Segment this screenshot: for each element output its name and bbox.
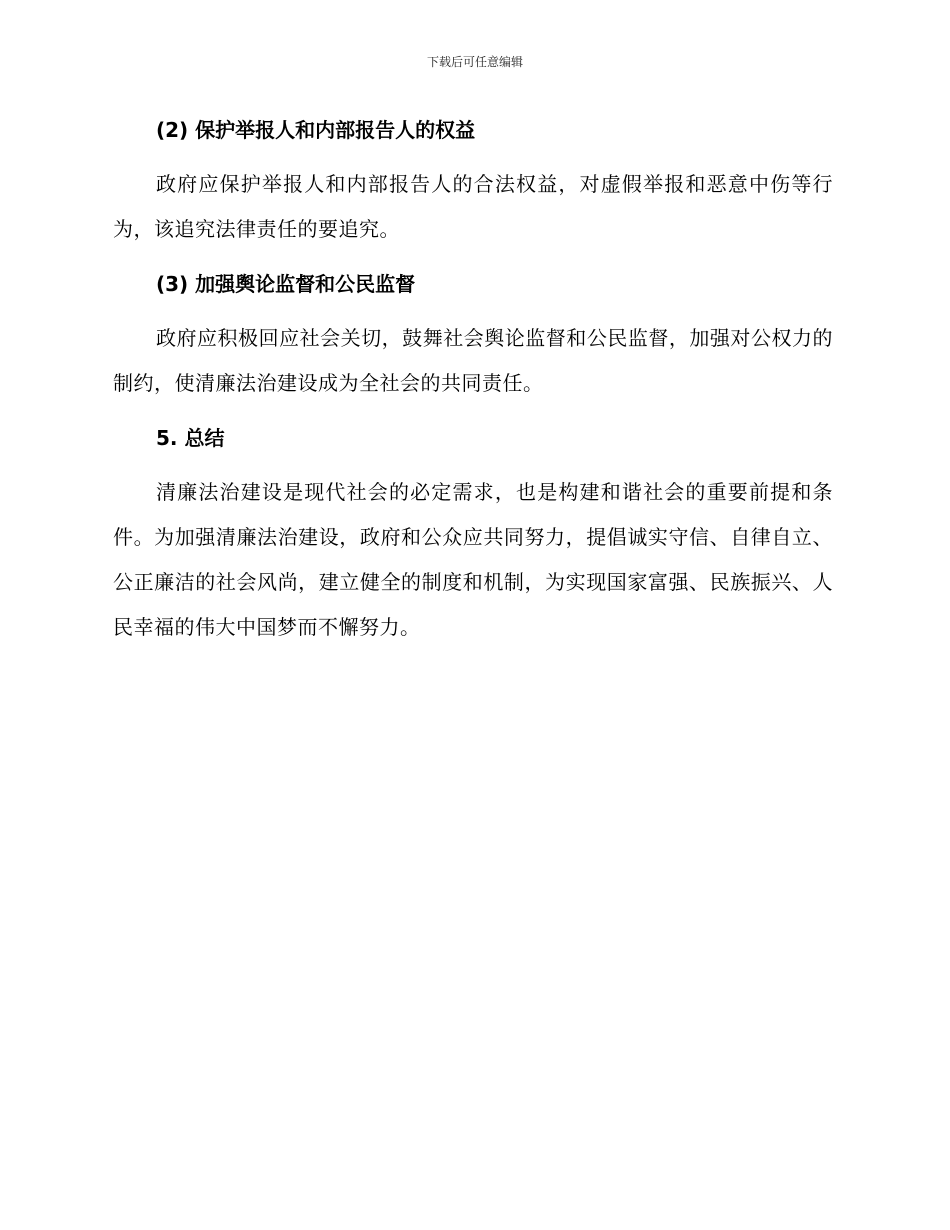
document-body (113, 106, 833, 650)
section-heading-public-supervision: (3) 加强舆论监督和公民监督 (156, 272, 416, 296)
section-paragraph-protect-whistleblowers: 政府应保护举报人和内部报告人的合法权益，对虚假举报和恶意中伤等行为，该追究法律责任的要追究。 (113, 172, 833, 241)
section-paragraph-public-supervision: 政府应积极回应社会关切，鼓舞社会舆论监督和公民监督，加强对公权力的制约，使清廉法治建设成为全社会的共同责任。 (113, 326, 833, 395)
section-paragraph-summary: 清廉法治建设是现代社会的必定需求，也是构建和谐社会的重要前提和条件。为加强清廉法治建设，政府和公众应共同努力，提倡诚实守信、自律自立、公正廉洁的社会风尚，建立健全的制度和机制，为实现国家富强、民族振兴、人民幸福的伟大中国梦而不懈努力。 (113, 480, 833, 639)
section-heading-summary: 5. 总结 (156, 426, 225, 450)
page-header: 下载后可任意编辑 (426, 55, 523, 69)
section-heading-protect-whistleblowers: (2) 保护举报人和内部报告人的权益 (156, 118, 476, 142)
